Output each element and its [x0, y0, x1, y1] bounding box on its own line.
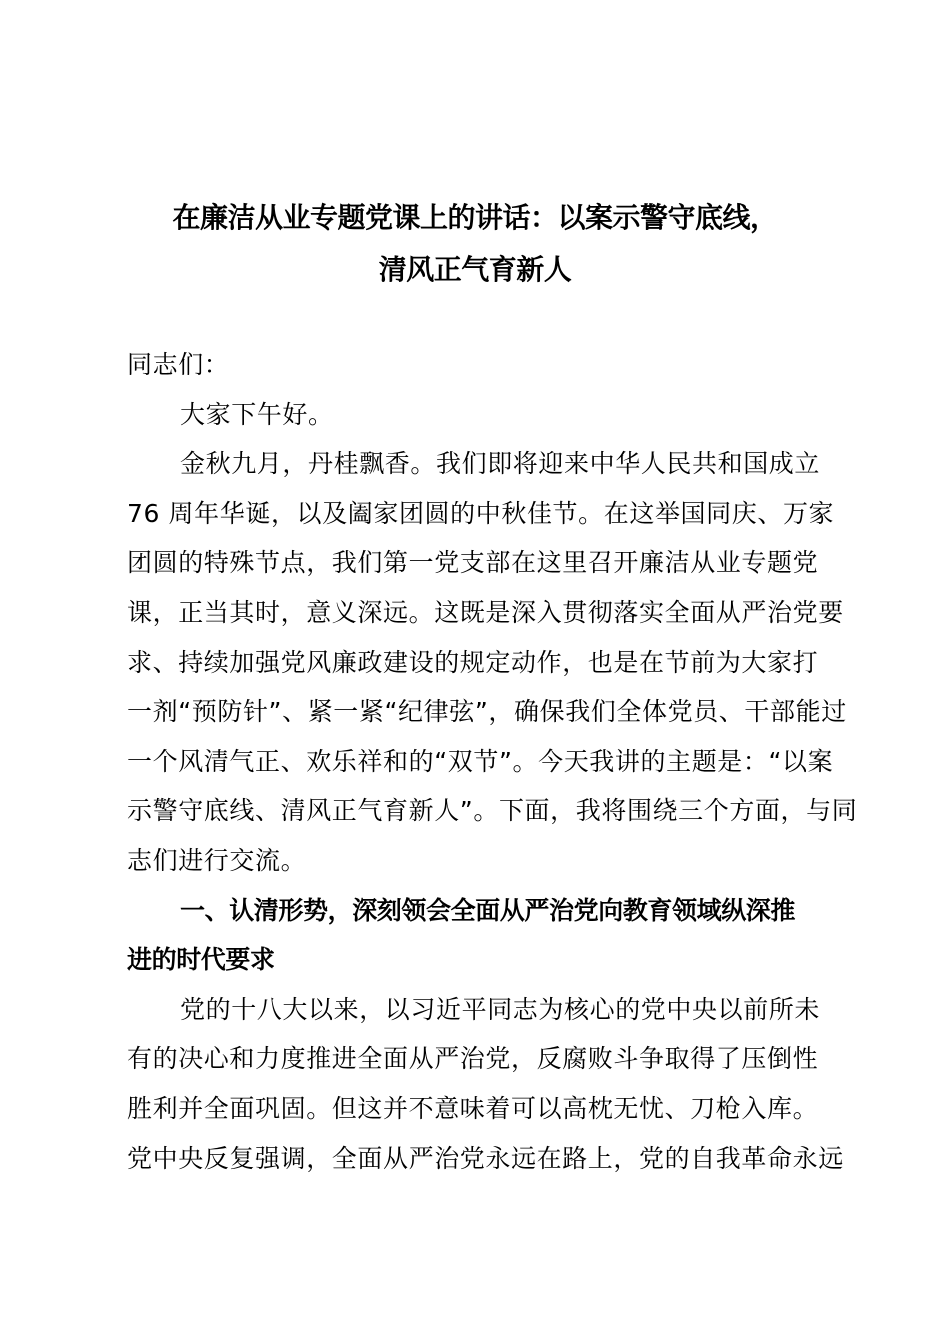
paragraph-line: 76 周年华诞，以及阖家团圆的中秋佳节。在这举国同庆、万家: [127, 498, 835, 528]
heading-line: 一、认清形势，深刻领会全面从严治党向教育领域纵深推: [180, 895, 796, 925]
title-line: 清风正气育新人: [378, 253, 572, 286]
paragraph-line: 一剂“预防针”、紧一紧“纪律弦”，确保我们全体党员、干部能过: [127, 697, 847, 727]
paragraph-line: 一个风清气正、欢乐祥和的“双节”。今天我讲的主题是：“以案: [127, 746, 834, 776]
paragraph-line: 党中央反复强调，全面从严治党永远在路上，党的自我革命永远: [127, 1143, 844, 1173]
paragraph-opening: [127, 439, 858, 885]
paragraph-line: 志们进行交流。: [127, 845, 307, 875]
paragraph-line: 团圆的特殊节点，我们第一党支部在这里召开廉洁从业专题党: [127, 548, 819, 578]
paragraph-section-1: [127, 985, 844, 1183]
greeting: 大家下午好。: [180, 399, 334, 429]
paragraph-line: 示警守底线、清风正气育新人”。下面，我将围绕三个方面，与同: [127, 796, 858, 826]
paragraph-line: 有的决心和力度推进全面从严治党，反腐败斗争取得了压倒性: [127, 1044, 819, 1074]
heading-line: 进的时代要求: [127, 945, 275, 975]
paragraph-line: 课，正当其时，意义深远。这既是深入贯彻落实全面从严治党要: [127, 597, 844, 627]
paragraph-line: 求、持续加强党风廉政建设的规定动作，也是在节前为大家打: [127, 647, 819, 677]
section-heading-1: [127, 886, 827, 985]
title-line: 在廉洁从业专题党课上的讲话：以案示警守底线，: [172, 201, 778, 234]
document-title: [127, 192, 823, 296]
paragraph-line: 胜利并全面巩固。但这并不意味着可以高枕无忧、刀枪入库。: [127, 1093, 819, 1123]
paragraph-line: 金秋九月，丹桂飘香。我们即将迎来中华人民共和国成立: [180, 449, 821, 479]
salutation: 同志们：: [127, 350, 230, 379]
paragraph-line: 党的十八大以来，以习近平同志为核心的党中央以前所未: [180, 994, 821, 1024]
document-body: [127, 340, 858, 1183]
